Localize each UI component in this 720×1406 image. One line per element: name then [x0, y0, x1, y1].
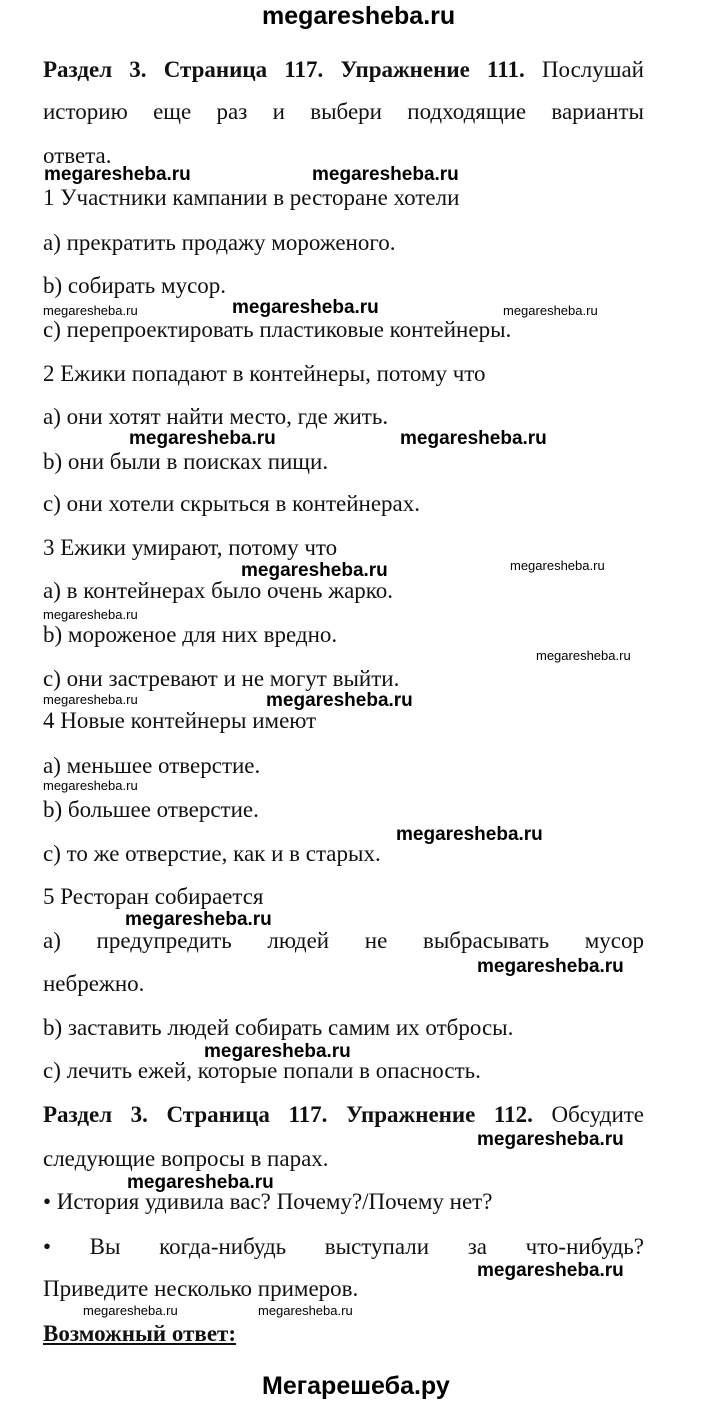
q4-option-b: b) большее отверстие.: [43, 797, 259, 822]
footer-site: Мегарешеба.ру: [262, 1372, 450, 1400]
ex111-intro-1: Послушай: [541, 57, 644, 82]
q5-text: 5 Ресторан собирается: [43, 884, 264, 909]
watermark: megaresheba.ru: [536, 648, 631, 663]
q4-option-c: c) то же отверстие, как и в старых.: [43, 841, 381, 866]
q3-option-c: c) они застревают и не могут выйти.: [43, 666, 400, 691]
q2-text: 2 Ежики попадают в контейнеры, потому что: [43, 361, 486, 386]
watermark: megaresheba.ru: [83, 1303, 178, 1318]
q2-option-b: b) они были в поисках пищи.: [43, 449, 329, 474]
watermark: megaresheba.ru: [258, 1303, 353, 1318]
watermark: megaresheba.ru: [43, 692, 138, 707]
ex111-heading: Раздел 3. Страница 117. Упражнение 111.: [43, 57, 525, 82]
watermark: megaresheba.ru: [477, 1260, 624, 1281]
ex111-intro-line1: [43, 56, 644, 84]
q1-option-c: c) перепроектировать пластиковые контейнеры.: [43, 317, 512, 342]
watermark: megaresheba.ru: [43, 778, 138, 793]
answer-label: Возможный ответ:: [43, 1321, 237, 1346]
watermark: megaresheba.ru: [503, 303, 598, 318]
q1-option-b: b) собирать мусор.: [43, 273, 227, 298]
header-site: megaresheba.ru: [262, 2, 456, 30]
ex112-intro-line2: следующие вопросы в парах.: [43, 1146, 329, 1171]
watermark: megaresheba.ru: [129, 428, 276, 449]
ex112-intro-line1: [43, 1101, 644, 1129]
watermark: megaresheba.ru: [396, 824, 543, 845]
watermark: megaresheba.ru: [44, 164, 191, 185]
watermark: megaresheba.ru: [43, 607, 138, 622]
watermark: megaresheba.ru: [125, 909, 272, 930]
ex112-bullet-1: • История удивила вас? Почему?/Почему нет?: [43, 1189, 493, 1214]
ex112-bullet-2-cont: Приведите несколько примеров.: [43, 1276, 359, 1301]
ex112-bullet-2: • Вы когда-нибудь выступали за что-нибудь?: [43, 1234, 644, 1259]
q4-text: 4 Новые контейнеры имеют: [43, 708, 317, 733]
watermark: megaresheba.ru: [43, 303, 138, 318]
q2-option-c: c) они хотели скрыться в контейнерах.: [43, 491, 420, 516]
q5-option-a: a) предупредить людей не выбрасывать мусор: [43, 928, 644, 953]
q2-option-a: a) они хотят найти место, где жить.: [43, 404, 389, 429]
watermark: megaresheba.ru: [510, 558, 605, 573]
watermark: megaresheba.ru: [266, 690, 413, 711]
q3-option-a: a) в контейнерах было очень жарко.: [43, 578, 394, 603]
watermark: megaresheba.ru: [232, 297, 379, 318]
watermark: megaresheba.ru: [127, 1172, 274, 1193]
ex112-heading: Раздел 3. Страница 117. Упражнение 112.: [43, 1102, 533, 1127]
q1-text: 1 Участники кампании в ресторане хотели: [43, 185, 460, 210]
watermark: megaresheba.ru: [477, 956, 624, 977]
q3-text: 3 Ежики умирают, потому что: [43, 535, 338, 560]
q4-option-a: a) меньшее отверстие.: [43, 753, 261, 778]
watermark: megaresheba.ru: [400, 428, 547, 449]
watermark: megaresheba.ru: [241, 560, 388, 581]
q5-option-b: b) заставить людей собирать самим их отбросы.: [43, 1015, 514, 1040]
watermark: megaresheba.ru: [477, 1129, 624, 1150]
q1-option-a: a) прекратить продажу мороженого.: [43, 230, 396, 255]
ex111-intro-line3: ответа.: [43, 143, 112, 168]
q3-option-b: b) мороженое для них вредно.: [43, 622, 338, 647]
q5-option-a-cont: небрежно.: [43, 971, 145, 996]
watermark: megaresheba.ru: [204, 1041, 351, 1062]
ex111-intro-line2: историю еще раз и выбери подходящие варианты: [43, 99, 644, 124]
q5-option-c: c) лечить ежей, которые попали в опасность.: [43, 1058, 481, 1083]
watermark: megaresheba.ru: [312, 164, 459, 185]
ex112-intro-1: Обсудите: [551, 1102, 645, 1127]
